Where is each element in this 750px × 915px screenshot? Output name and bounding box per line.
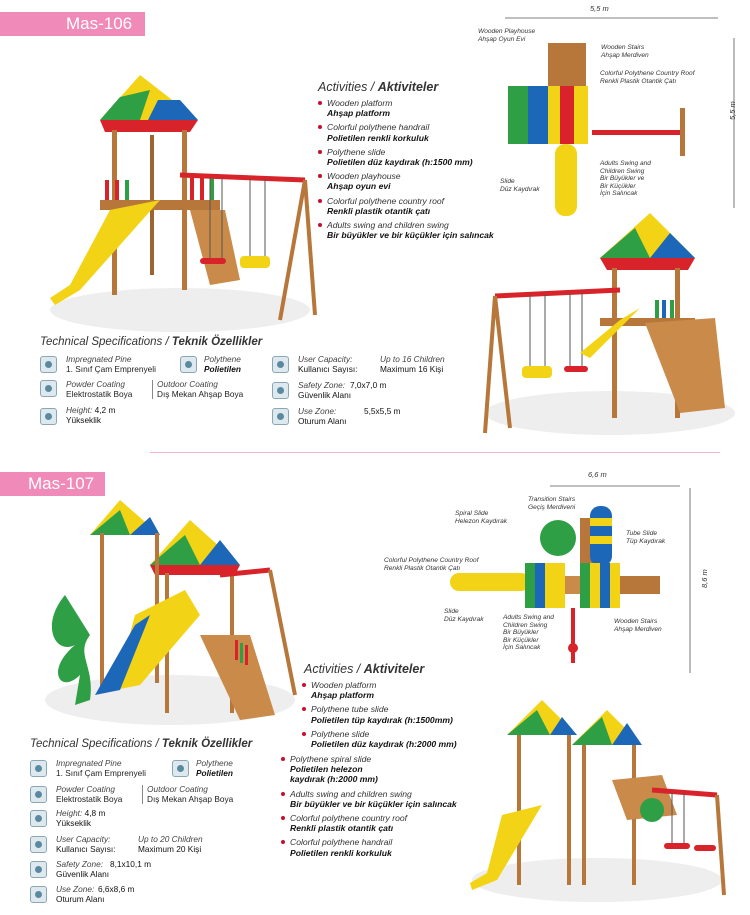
plan-label-swing: Adults Swing and Children Swing Bir Büyükler ve Bir Küçükler İçin Salıncak: [600, 160, 651, 198]
list-item: Adults swing and children swing Bir büyükler ve bir küçükler için salıncak: [281, 789, 511, 809]
plan-label-playhouse: Wooden Playhouse Ahşap Oyun Evi: [478, 28, 536, 43]
polythene-icon: [172, 760, 189, 777]
activities-title-mas106: Activities / Aktiviteler: [318, 80, 439, 94]
top-plan-mas107: [440, 478, 740, 678]
plan-dimension-top-mas107: 6,6 m: [588, 470, 607, 479]
spec-plastic-mas107: Polythene Polietilen: [196, 758, 233, 778]
plan-label-slide: Slide Düz Kaydırak: [500, 178, 540, 193]
section-divider: [150, 452, 720, 453]
pine-icon: [40, 356, 57, 373]
polythene-icon: [180, 356, 197, 373]
spec-outdoor-mas106: Outdoor Coating Dış Mekan Ahşap Boya: [152, 380, 243, 399]
safety-zone-icon: [272, 382, 289, 399]
playground-illustration-mas106-rear: [470, 208, 740, 448]
playground-illustration-mas106: [40, 60, 320, 340]
spec-height-mas107: Height: 4,8 m Yükseklik: [56, 808, 106, 828]
spec-title-mas106: Technical Specifications / Teknik Özellikler: [40, 336, 263, 348]
user-capacity-icon: [30, 836, 47, 853]
plan-label-roof-mas107: Colorful Polythene Country Roof Renkli Plastik Otantik Çatı: [384, 557, 479, 572]
product-tag-mas106: Mas-106: [0, 12, 145, 36]
spec-title-mas107: Technical Specifications / Teknik Özellikler: [30, 738, 253, 750]
plan-dimension-side-mas106: 5,5 m: [728, 101, 737, 120]
safety-zone-icon: [30, 861, 47, 878]
list-item: Wooden platform Ahşap platform: [318, 98, 528, 118]
list-item: Wooden platform Ahşap platform: [302, 680, 502, 700]
product-tag-mas107: Mas-107: [0, 472, 105, 496]
height-icon: [40, 408, 57, 425]
plan-label-swing-mas107: Adults Swing and Children Swing Bir Büyükler Bir Küçükler İçin Salıncak: [503, 614, 554, 652]
plan-label-transition: Transition Stairs Geçiş Merdiveni: [528, 496, 576, 511]
plan-label-spiral: Spiral Slide Helezon Kaydırak: [455, 510, 508, 525]
activities-title-mas107: Activities / Aktiviteler: [304, 662, 425, 676]
spec-use-mas107: Use Zone: 6,6x8,6 m Oturum Alanı: [56, 884, 135, 904]
spec-capacity-mas107: User Capacity: Up to 20 Children Kullanıcı Sayısı: Maximum 20 Kişi: [56, 834, 203, 854]
height-icon: [30, 810, 47, 827]
spec-material-mas106: Impregnated Pine 1. Sınıf Çam Emprenyeli: [66, 354, 156, 374]
plan-dimension-side-mas107: 8,6 m: [700, 569, 709, 588]
powder-coating-icon: [30, 786, 47, 803]
spec-coating-mas106: Powder Coating Elektrostatik Boya: [66, 379, 133, 399]
plan-dimension-top-mas106: 5,5 m: [590, 4, 609, 13]
spec-safety-mas106: Safety Zone: 7,0x7,0 m Güvenlik Alanı: [298, 380, 387, 400]
list-item: Adults swing and children swing Bir büyükler ve bir küçükler için salıncak: [318, 220, 528, 240]
spec-capacity-mas106: User Capacity: Up to 16 Children Kullanıcı Sayısı: Maximum 16 Kişi: [298, 354, 445, 374]
user-capacity-icon: [272, 356, 289, 373]
list-item: Polythene slide Polietilen düz kaydırak (h:1500 mm): [318, 147, 528, 167]
spec-material-mas107: Impregnated Pine 1. Sınıf Çam Emprenyeli: [56, 758, 146, 778]
list-item: Colorful polythene handrail Polietilen renkli korkuluk: [318, 122, 528, 142]
spec-height-mas106: Height: 4,2 m Yükseklik: [66, 405, 116, 425]
list-item: Colorful polythene country roof Renkli plastik otantik çatı: [318, 196, 528, 216]
list-item: Polythene slide Polietilen düz kaydırak (h:2000 mm): [302, 729, 502, 749]
spec-safety-mas107: Safety Zone: 8,1x10,1 m Güvenlik Alanı: [56, 859, 152, 879]
powder-coating-icon: [40, 380, 57, 397]
list-item: Colorful polythene country roof Renkli plastik otantik çatı: [281, 813, 511, 833]
spec-coating-mas107: Powder Coating Elektrostatik Boya: [56, 784, 123, 804]
plan-label-stairs: Wooden Stairs Ahşap Merdiven: [601, 44, 649, 59]
plan-label-roof: Colorful Polythene Country Roof Renkli Plastik Otantik Çatı: [600, 70, 695, 85]
spec-use-mas106: Use Zone: 5,5x5,5 m Oturum Alanı: [298, 406, 401, 426]
list-item: Colorful polythene handrail Polietilen renkli korkuluk: [281, 837, 511, 857]
use-zone-icon: [272, 408, 289, 425]
use-zone-icon: [30, 886, 47, 903]
playground-illustration-mas107: [35, 495, 300, 735]
pine-icon: [30, 760, 47, 777]
plan-label-tube: Tube Slide Tüp Kaydırak: [626, 530, 666, 545]
list-item: Wooden playhouse Ahşap oyun evi: [318, 171, 528, 191]
plan-label-slide-mas107: Slide Düz Kaydırak: [444, 608, 484, 623]
list-item: Polythene tube slide Polietilen tüp kaydırak (h:1500mm): [302, 704, 502, 724]
spec-outdoor-mas107: Outdoor Coating Dış Mekan Ahşap Boya: [142, 785, 233, 804]
plan-label-stairs-mas107: Wooden Stairs Ahşap Merdiven: [614, 618, 662, 633]
playground-illustration-mas107-rear: [462, 695, 732, 910]
spec-plastic-mas106: Polythene Polietilen: [204, 354, 241, 374]
list-item: Polythene spiral slide Polietilen helezon kaydırak (h:2000 mm): [281, 754, 511, 785]
